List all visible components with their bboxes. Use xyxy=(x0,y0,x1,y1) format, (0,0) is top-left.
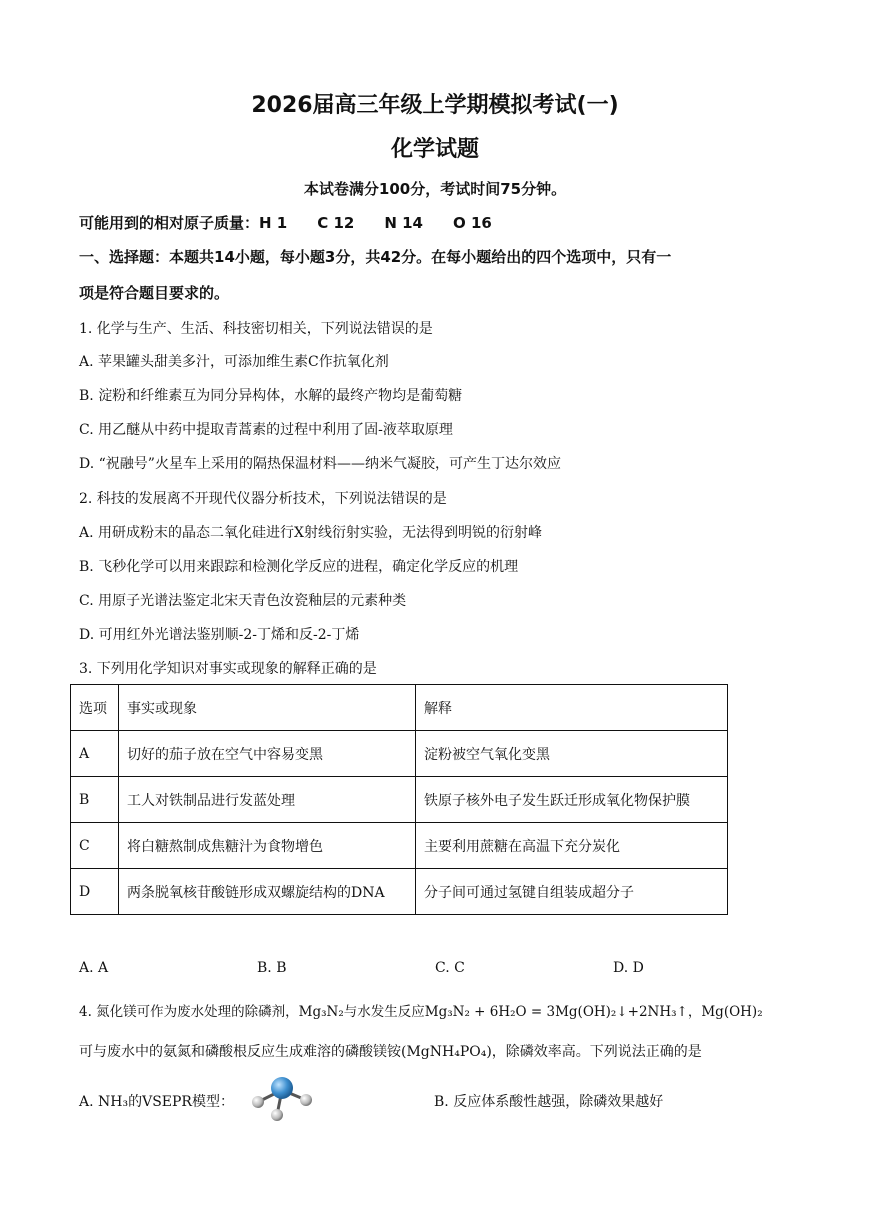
q4-stem-line2: 可与废水中的氨氮和磷酸根反应生成难溶的磷酸镁铵(MgNH₄PO₄)，除磷效率高。下列说法正确的是 xyxy=(79,1044,702,1060)
table-cell: 将白糖熬制成焦糖汁为食物增色 xyxy=(119,823,416,869)
table-cell: 铁原子核外电子发生跃迁形成氧化物保护膜 xyxy=(416,777,728,823)
nh3-vsepr-model-image xyxy=(246,1074,318,1124)
q1-option-b: B. 淀粉和纤维素互为同分异构体，水解的最终产物均是葡萄糖 xyxy=(79,388,463,404)
hydrogen-atom xyxy=(252,1096,264,1108)
table-cell: 淀粉被空气氧化变黑 xyxy=(416,731,728,777)
table-cell: 工人对铁制品进行发蓝处理 xyxy=(119,777,416,823)
q3-answer-d: D. D xyxy=(613,960,644,976)
section-heading-line1: 一、选择题：本题共14小题，每小题3分，共42分。在每小题给出的四个选项中，只有一 xyxy=(79,248,672,266)
q3-answer-c: C. C xyxy=(435,960,465,976)
q4-option-b: B. 反应体系酸性越强，除磷效果越好 xyxy=(434,1094,664,1110)
table-cell: 分子间可通过氢键自组装成超分子 xyxy=(416,869,728,915)
q1-option-c: C. 用乙醚从中药中提取青蒿素的过程中利用了固-液萃取原理 xyxy=(79,422,453,438)
table-row xyxy=(71,869,728,915)
table-header-cell: 事实或现象 xyxy=(119,685,416,731)
q2-option-a: A. 用研成粉末的晶态二氧化硅进行X射线衍射实验，无法得到明锐的衍射峰 xyxy=(79,525,542,541)
q1-option-d: D. “祝融号”火星车上采用的隔热保温材料——纳米气凝胶，可产生丁达尔效应 xyxy=(79,456,561,472)
table-row xyxy=(71,777,728,823)
q3-stem: 3. 下列用化学知识对事实或现象的解释正确的是 xyxy=(79,661,377,677)
q3-answer-a: A. A xyxy=(79,960,109,976)
q4-option-a: A. NH₃的VSEPR模型： xyxy=(79,1094,234,1110)
table-cell: 主要利用蔗糖在高温下充分炭化 xyxy=(416,823,728,869)
table-header-cell: 选项 xyxy=(71,685,119,731)
table-cell: C xyxy=(71,823,119,869)
q2-option-b: B. 飞秒化学可以用来跟踪和检测化学反应的进程，确定化学反应的机理 xyxy=(79,559,519,575)
q2-option-d: D. 可用红外光谱法鉴别顺-2-丁烯和反-2-丁烯 xyxy=(79,627,360,643)
q4-stem-line1: 4. 氮化镁可作为废水处理的除磷剂，Mg₃N₂与水发生反应Mg₃N₂ + 6H₂O = 3Mg(OH)₂↓+2NH₃↑，Mg(OH)₂ xyxy=(79,1004,763,1020)
table-row xyxy=(71,731,728,777)
hydrogen-atom xyxy=(271,1109,283,1121)
table-cell: A xyxy=(71,731,119,777)
table-cell: D xyxy=(71,869,119,915)
hydrogen-atom xyxy=(300,1094,312,1106)
table-header-row xyxy=(71,685,728,731)
table-cell: 切好的茄子放在空气中容易变黑 xyxy=(119,731,416,777)
q2-stem: 2. 科技的发展离不开现代仪器分析技术，下列说法错误的是 xyxy=(79,491,447,507)
q3-table xyxy=(70,684,728,915)
q2-option-c: C. 用原子光谱法鉴定北宋天青色汝瓷釉层的元素种类 xyxy=(79,593,407,609)
q3-answer-b: B. B xyxy=(257,960,287,976)
nitrogen-atom xyxy=(271,1077,293,1099)
table-header-cell: 解释 xyxy=(416,685,728,731)
exam-note: 本试卷满分100分，考试时间75分钟。 xyxy=(303,180,567,198)
table-row xyxy=(71,823,728,869)
exam-title: 2026届高三年级上学期模拟考试(一) xyxy=(251,93,619,118)
table-cell: 两条脱氧核苷酸链形成双螺旋结构的DNA xyxy=(119,869,416,915)
section-heading-line2: 项是符合题目要求的。 xyxy=(79,284,230,302)
subject-title: 化学试题 xyxy=(390,137,479,162)
q1-option-a: A. 苹果罐头甜美多汁，可添加维生素C作抗氧化剂 xyxy=(79,354,389,370)
table-cell: B xyxy=(71,777,119,823)
atomic-masses: 可能用到的相对原子质量：H 1 C 12 N 14 O 16 xyxy=(79,214,492,232)
q1-stem: 1. 化学与生产、生活、科技密切相关，下列说法错误的是 xyxy=(79,321,433,337)
